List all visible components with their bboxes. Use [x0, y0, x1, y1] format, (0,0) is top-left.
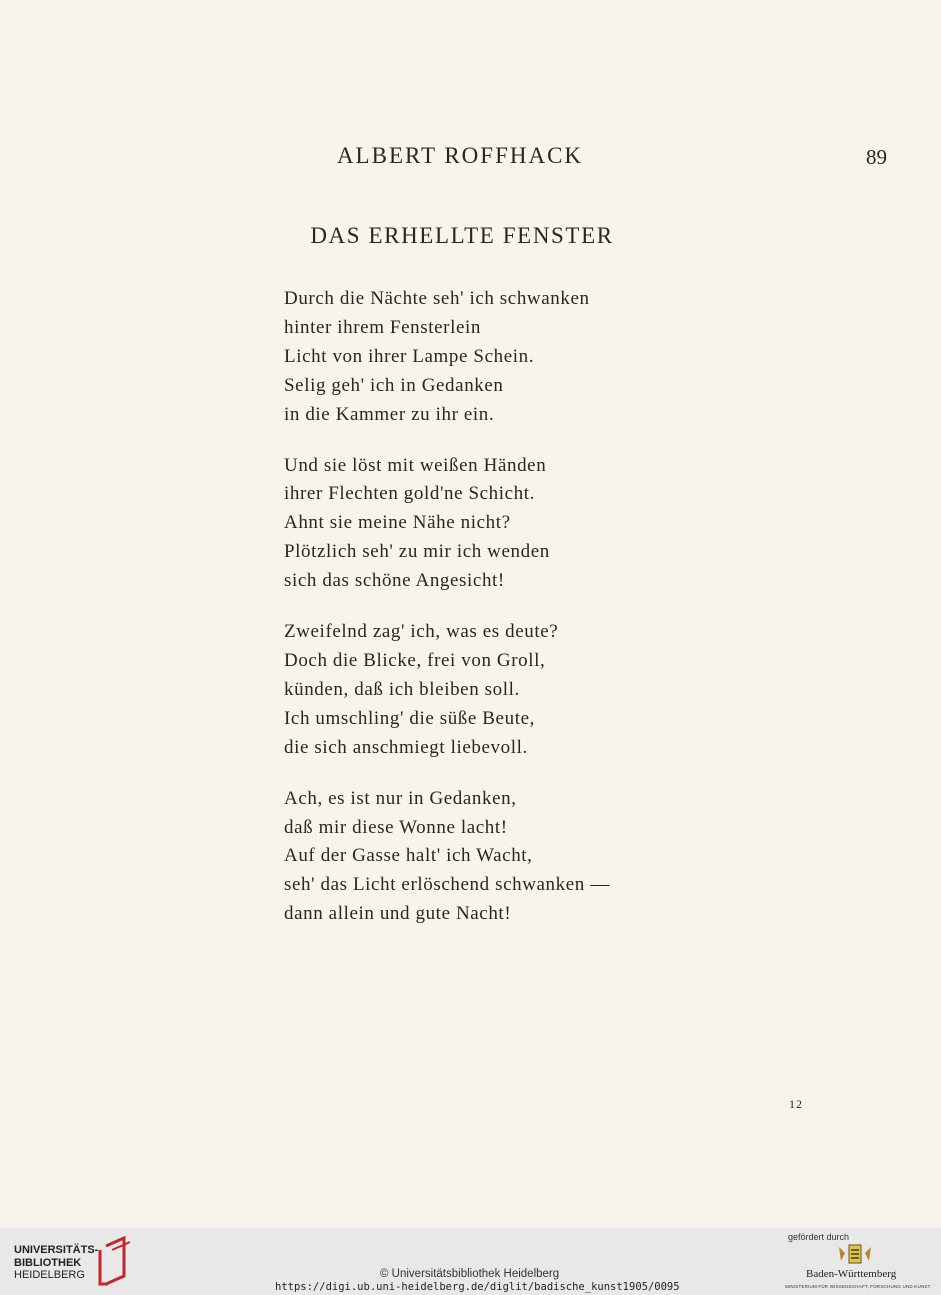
library-logo-icon[interactable] — [94, 1236, 134, 1288]
poem-line: Zweifelnd zag' ich, was es deute? — [284, 621, 559, 643]
sponsor-label: gefördert durch — [788, 1232, 850, 1242]
stanza-2 — [284, 452, 714, 597]
coat-of-arms-icon — [835, 1243, 875, 1265]
poem-line: in die Kammer zu ihr ein. — [284, 403, 495, 425]
poem-line: Ahnt sie meine Nähe nicht? — [284, 512, 511, 534]
poem-line: die sich anschmiegt liebevoll. — [284, 736, 528, 758]
poem-line: daß mir diese Wonne lacht! — [284, 816, 508, 838]
poem-line: Durch die Nächte seh' ich schwanken — [284, 288, 590, 309]
page-number: 89 — [866, 145, 887, 169]
library-name-line: HEIDELBERG — [14, 1269, 85, 1281]
footer-bar — [0, 1228, 941, 1295]
library-logo-text[interactable] — [14, 1244, 98, 1282]
sponsor-ministry: MINISTERIUM FÜR WISSENSCHAFT, FORSCHUNG UND KUNST — [785, 1284, 931, 1289]
running-head: ALBERT ROFFHACK — [336, 143, 584, 168]
library-name-line: BIBLIOTHEK — [14, 1256, 82, 1269]
poem-line: Licht von ihrer Lampe Schein. — [284, 345, 535, 367]
poem-title: DAS ERHELLTE FENSTER — [310, 223, 614, 248]
copyright-notice: © Universitätsbibliothek Heidelberg — [380, 1268, 560, 1280]
poem-line: künden, daß ich bleiben soll. — [284, 678, 520, 700]
poem-line: Ach, es ist nur in Gedanken, — [284, 787, 517, 809]
stanza-4 — [284, 785, 714, 930]
poem-line: dann allein und gute Nacht! — [284, 903, 512, 925]
poem-line: Ich umschling' die süße Beute, — [284, 707, 535, 729]
poem-line: seh' das Licht erlöschend schwanken — — [284, 874, 610, 896]
poem-line: Und sie löst mit weißen Händen — [284, 454, 547, 476]
poem-line: Auf der Gasse halt' ich Wacht, — [284, 845, 533, 867]
poem-line: Plötzlich seh' zu mir ich wenden — [284, 541, 550, 563]
poem-body — [284, 285, 714, 951]
stanza-3 — [284, 618, 714, 763]
library-name-line: UNIVERSITÄTS- — [14, 1244, 99, 1256]
poem-line: hinter ihrem Fensterlein — [284, 316, 481, 338]
permalink-url[interactable]: https://digi.ub.uni-heidelberg.de/diglit/badische_kunst1905/0095 — [275, 1281, 680, 1293]
poem-line: sich das schöne Angesicht! — [284, 570, 505, 592]
stanza-1 — [284, 285, 714, 430]
sponsor-name: Baden-Württemberg — [806, 1268, 897, 1280]
signature-mark: 12 — [789, 1097, 803, 1111]
poem-line: Doch die Blicke, frei von Groll, — [284, 649, 546, 671]
poem-line: Selig geh' ich in Gedanken — [284, 374, 504, 396]
poem-line: ihrer Flechten gold'ne Schicht. — [284, 483, 536, 505]
